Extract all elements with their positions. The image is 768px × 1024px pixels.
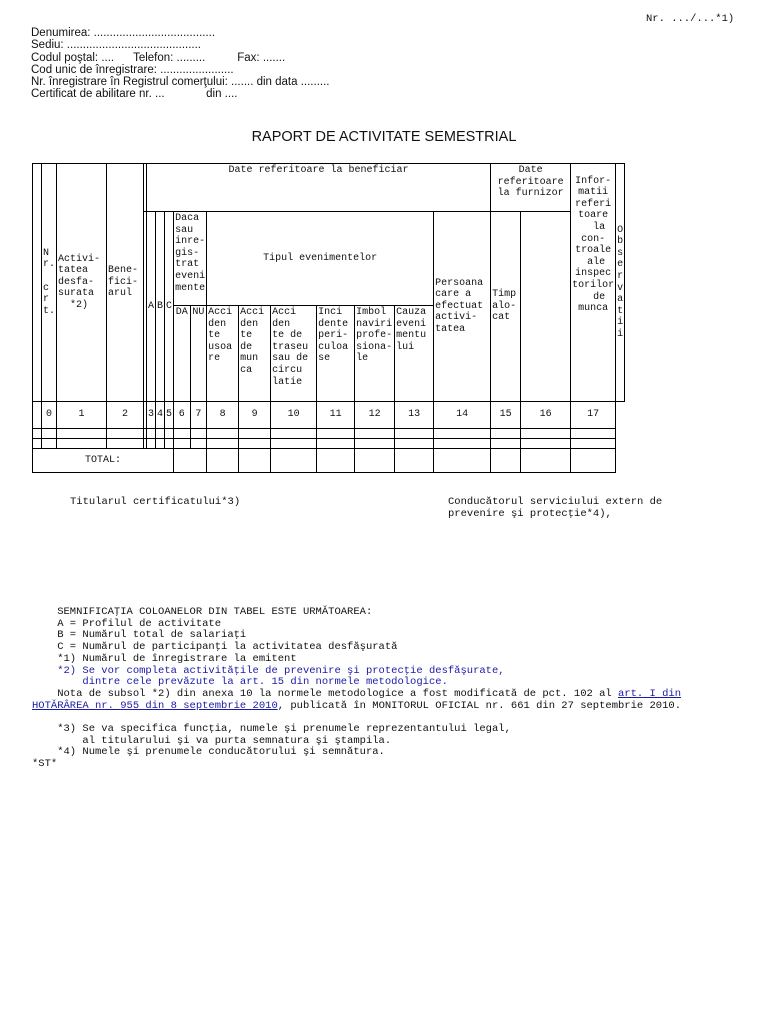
certificat-din: din .... <box>206 88 238 101</box>
col-number: 14 <box>434 402 491 429</box>
col-number: 5 <box>165 402 174 429</box>
col-timp-alocat: Timp alo- cat <box>491 212 521 402</box>
legend-a: A = Profilul de activitate <box>32 617 222 630</box>
table-row <box>33 429 625 439</box>
col-beneficiarul: Bene- fici- arul <box>107 164 144 402</box>
col-imbolnaviri: Imbol naviri profe- siona- le <box>355 306 395 402</box>
nota-tail: , publicată în MONITORUL OFICIAL nr. 661 din 27 septembrie 2010. <box>277 699 682 712</box>
group-date-furnizor: Date referitoare la furnizor <box>491 164 571 212</box>
fax: Fax: ....... <box>237 51 286 64</box>
st-marker: *ST* <box>32 758 58 771</box>
col-informatii-text: Infor- matii referi toare la con- troale ale inspec torilor de munca <box>572 175 615 315</box>
report-title: RAPORT DE ACTIVITATE SEMESTRIAL <box>251 129 517 145</box>
footnote-1: *1) Numărul de înregistrare la emitent <box>32 652 297 665</box>
col-activitatea: Activi- tatea desfa- surata *2) <box>57 164 107 402</box>
sediu-line: Sediu: .......................................... <box>31 39 201 52</box>
certificat-nr: Certificat de abilitare nr. ... <box>31 88 165 101</box>
col-cauza: Cauza eveni mentu lui <box>395 306 434 402</box>
cod-unic-line: Cod unic de înregistrare: ....................... <box>31 63 234 76</box>
nota-line2 <box>32 701 681 713</box>
footnote-3-line1: *3) Se va specifica funcţia, numele şi prenumele reprezentantului legal, <box>32 723 511 736</box>
nota-text: Nota de subsol *2) din anexa 10 la normele metodologice a fost modificată de pct. 102 al <box>32 687 618 700</box>
total-row <box>33 449 625 473</box>
contact-line <box>31 52 329 64</box>
col-accidente-usoare: Acci den te usoa re <box>207 306 239 402</box>
footnote-2-line1: *2) Se vor completa activităţile de prevenire şi protecţie desfăşurate, <box>32 664 505 677</box>
cod-postal: Codul poştal: .... <box>31 51 115 64</box>
footnote-3-line2: al titularului şi va purta semnatura şi ştampila. <box>32 734 392 747</box>
table-row <box>33 439 625 449</box>
col-number: 1 <box>57 402 107 429</box>
col-a: A <box>147 212 156 402</box>
col-daca-s-au-inregistrat: Daca sau inre- gis- trat eveni mente <box>174 212 207 306</box>
legend-heading: SEMNIFICAŢIA COLOANELOR DIN TABEL ESTE URMĂTOAREA: <box>32 606 373 618</box>
registru-line: Nr. înregistrare în Registrul comerţului: ....... din data ......... <box>31 76 330 89</box>
certificat-line <box>31 88 329 100</box>
col-number: 4 <box>156 402 165 429</box>
col-nr-crt: N r. c r t. <box>42 164 57 402</box>
col-c: C <box>165 212 174 402</box>
col-da: DA <box>174 306 191 402</box>
group-tipul-evenimentelor: Tipul evenimentelor <box>207 212 434 306</box>
spacer-cell <box>33 402 42 429</box>
legend-c: C = Numărul de participanţi la activitatea desfăşurată <box>32 641 398 654</box>
legend <box>32 607 681 771</box>
col-number: 9 <box>239 402 271 429</box>
activity-table <box>32 163 625 473</box>
col-number: 7 <box>190 402 207 429</box>
col-number: 8 <box>207 402 239 429</box>
total-label: TOTAL: <box>33 449 174 473</box>
col-number: 2 <box>107 402 144 429</box>
company-header <box>31 27 329 101</box>
col-nu: NU <box>190 306 207 402</box>
telefon: Telefon: ......... <box>133 51 206 64</box>
hotararea-link[interactable]: HOTĂRÂREA nr. 955 din 8 septembrie 2010 <box>32 699 278 712</box>
col-number: 3 <box>147 402 156 429</box>
col-persoana: Persoana care a efectuat activi- tatea <box>434 212 491 402</box>
art-i-link[interactable]: art. I din <box>618 687 682 700</box>
col-number: 13 <box>395 402 434 429</box>
col-number: 11 <box>317 402 355 429</box>
denumirea-line: Denumirea: ...................................... <box>31 27 216 39</box>
group-date-beneficiar: Date referitoare la beneficiar <box>147 164 491 212</box>
col-number: 17 <box>571 402 616 429</box>
spacer-cell <box>33 164 42 402</box>
col-number: 12 <box>355 402 395 429</box>
footnote-2-line2: dintre cele prevăzute la art. 15 din normele metodologice. <box>32 676 448 689</box>
signature-titular: Titularul certificatului*3) <box>70 496 241 508</box>
col-informatii <box>571 164 616 402</box>
col-accidente-traseu: Acci den te de traseu sau de circu latie <box>271 306 317 402</box>
col-number: 15 <box>491 402 521 429</box>
col-number: 0 <box>42 402 57 429</box>
col-b: B <box>156 212 165 402</box>
col-number: 6 <box>174 402 191 429</box>
legend-b: B = Numărul total de salariaţi <box>32 629 247 642</box>
col-number: 10 <box>271 402 317 429</box>
signature-conducator: Conducătorul serviciului extern de prevenire şi protecţie*4), <box>448 496 663 520</box>
col-accidente-munca: Acci den te de mun ca <box>239 306 271 402</box>
col-number: 16 <box>521 402 571 429</box>
col-observatii: O b s e r v a t i i <box>616 164 625 402</box>
col-incidente: Inci dente peri- culoa se <box>317 306 355 402</box>
footnote-4: *4) Numele şi prenumele conducătorului şi semnătura. <box>32 746 385 759</box>
document-reference-number: Nr. .../...*1) <box>646 13 735 25</box>
